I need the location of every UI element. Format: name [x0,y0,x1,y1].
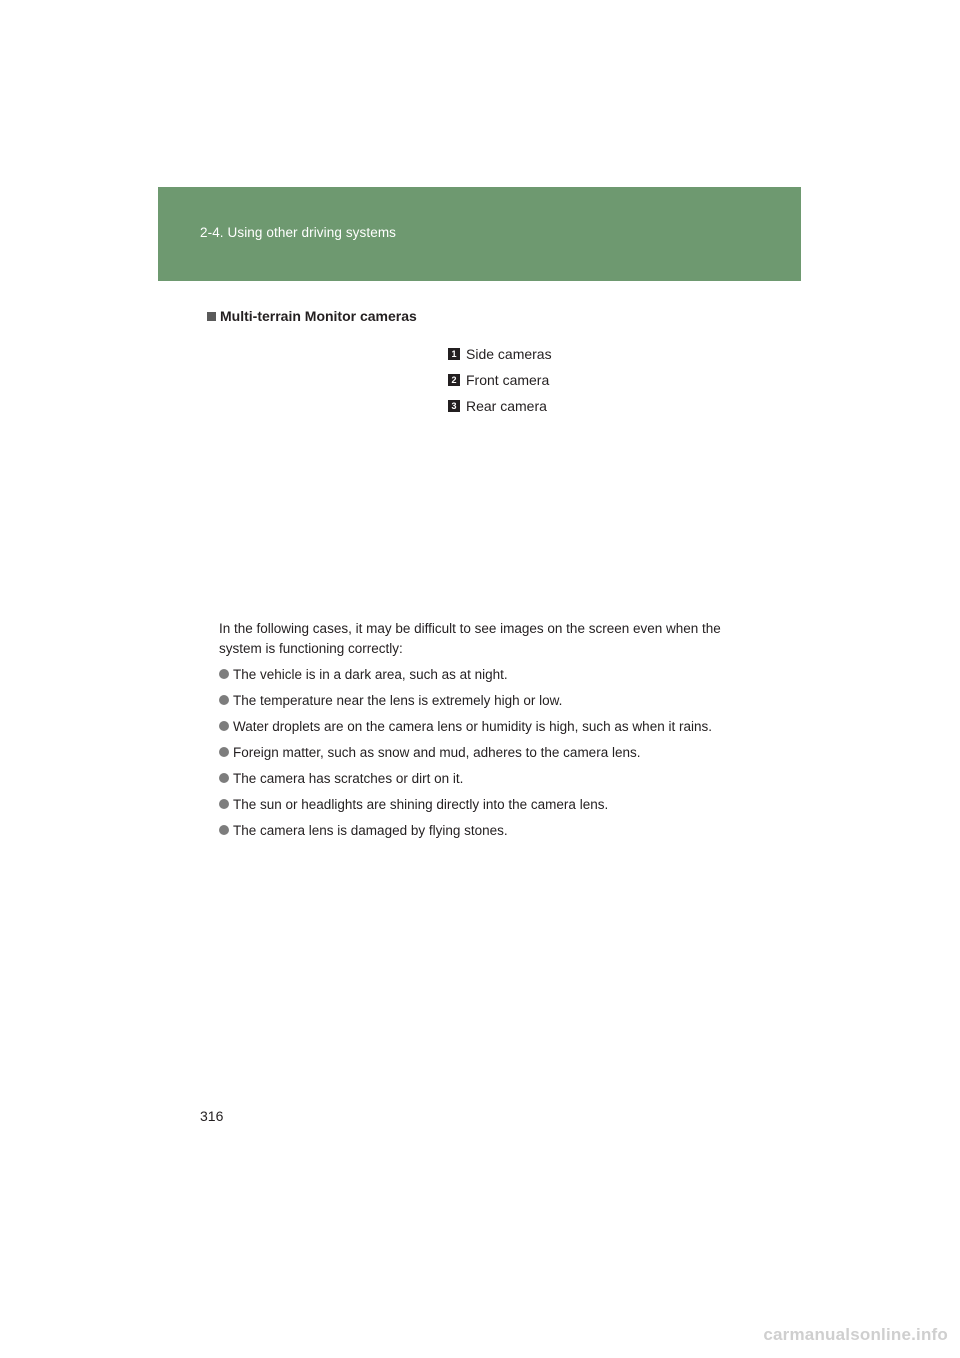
callout-item [448,341,552,367]
callout-item [448,393,552,419]
list-item [219,739,779,765]
page-number: 316 [200,1108,224,1124]
bullet-dot-icon [219,747,229,757]
bullet-dot-icon [219,695,229,705]
bullet-dot-icon [219,669,229,679]
callout-item [448,367,552,393]
number-badge-icon: 3 [448,400,460,412]
list-item-text: The temperature near the lens is extremely high or low. [233,692,563,708]
bullet-dot-icon [219,721,229,731]
list-item-text: Water droplets are on the camera lens or humidity is high, such as when it rains. [233,718,712,734]
list-item-text: Foreign matter, such as snow and mud, adheres to the camera lens. [233,744,641,760]
list-item [219,713,779,739]
bullet-dot-icon [219,825,229,835]
list-item-text: The vehicle is in a dark area, such as at night. [233,666,508,682]
section-heading-text: Multi-terrain Monitor cameras [220,308,417,324]
number-badge-icon: 2 [448,374,460,386]
list-item [219,817,779,843]
number-badge-icon: 1 [448,348,460,360]
bullet-list [219,661,779,843]
list-item-text: The sun or headlights are shining directly into the camera lens. [233,796,609,812]
callout-label: Front camera [466,372,550,388]
bullet-dot-icon [219,799,229,809]
list-item [219,661,779,687]
callout-label: Side cameras [466,346,552,362]
watermark: carmanualsonline.info [763,1325,948,1344]
list-item [219,687,779,713]
list-item [219,765,779,791]
list-item-text: The camera has scratches or dirt on it. [233,770,464,786]
section-header-bar [158,187,801,281]
list-item [219,791,779,817]
bullet-dot-icon [219,773,229,783]
intro-paragraph: In the following cases, it may be difficult to see images on the screen even when the system is functioning correctly: [219,621,721,656]
section-heading [207,308,417,324]
list-item-text: The camera lens is damaged by flying stones. [233,822,508,838]
callout-label: Rear camera [466,398,547,414]
square-bullet-icon [207,312,216,321]
camera-callout-list [448,341,552,419]
header-title: 2-4. Using other driving systems [200,225,397,240]
